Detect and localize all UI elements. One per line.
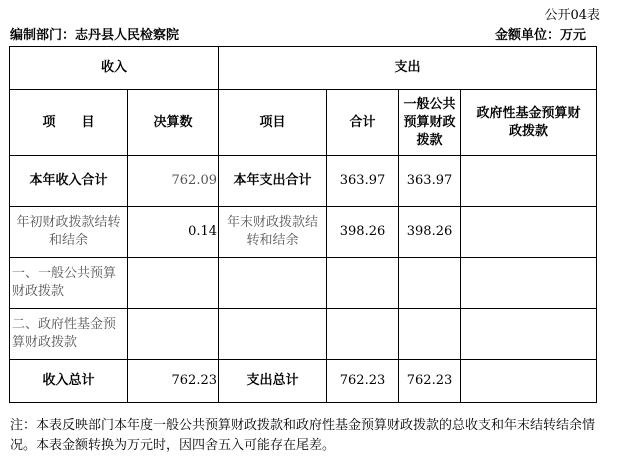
income-item: 一、一般公共预算财政拨款 xyxy=(10,258,128,309)
income-item: 收入总计 xyxy=(10,360,128,403)
unit-label: 金额单位：万元 xyxy=(494,28,586,43)
form-number: 公开04表 xyxy=(544,8,600,23)
table-header-row xyxy=(10,47,597,90)
total-value: 762.23 xyxy=(327,360,399,403)
total-value xyxy=(327,309,399,360)
general-value: 762.23 xyxy=(399,360,461,403)
income-value: 762.23 xyxy=(128,360,219,403)
income-value: 762.09 xyxy=(128,156,219,207)
expense-item: 本年支出合计 xyxy=(219,156,327,207)
income-value xyxy=(128,258,219,309)
total-value: 398.26 xyxy=(327,207,399,258)
fund-value xyxy=(461,360,597,403)
income-value xyxy=(128,309,219,360)
income-header: 收入 xyxy=(10,47,219,90)
general-value xyxy=(399,258,461,309)
financial-report-table xyxy=(9,46,597,403)
table-row xyxy=(10,309,597,360)
expense-item xyxy=(219,258,327,309)
income-item: 本年收入合计 xyxy=(10,156,128,207)
fund-value xyxy=(461,156,597,207)
department-label: 编制部门：志丹县人民检察院 xyxy=(10,28,180,43)
table-row xyxy=(10,207,597,258)
income-item: 二、政府性基金预算财政拨款 xyxy=(10,309,128,360)
table-row xyxy=(10,258,597,309)
income-value: 0.14 xyxy=(128,207,219,258)
table-subheader-row xyxy=(10,90,597,156)
col-item: 项 目 xyxy=(10,90,128,156)
col-total: 合计 xyxy=(327,90,399,156)
expense-item: 支出总计 xyxy=(219,360,327,403)
col-general: 一般公共预算财政拨款 xyxy=(399,90,461,156)
table-row xyxy=(10,156,597,207)
expense-item xyxy=(219,309,327,360)
footnote: 注：本表反映部门本年度一般公共预算财政拨款和政府性基金预算财政拨款的总收支和年末结转结余情况。本表金额转换为万元时，因四舍五入可能存在尾差。 xyxy=(10,418,596,453)
general-value: 363.97 xyxy=(399,156,461,207)
general-value xyxy=(399,309,461,360)
col-exp-item: 项目 xyxy=(219,90,327,156)
expense-item: 年末财政拨款结转和结余 xyxy=(219,207,327,258)
table-row xyxy=(10,360,597,403)
expense-header: 支出 xyxy=(219,47,597,90)
total-value xyxy=(327,258,399,309)
fund-value xyxy=(461,309,597,360)
col-fund: 政府性基金预算财政拨款 xyxy=(461,90,597,156)
header-info-row xyxy=(10,24,586,44)
total-value: 363.97 xyxy=(327,156,399,207)
income-item: 年初财政拨款结转和结余 xyxy=(10,207,128,258)
general-value: 398.26 xyxy=(399,207,461,258)
fund-value xyxy=(461,207,597,258)
col-budget: 决算数 xyxy=(128,90,219,156)
fund-value xyxy=(461,258,597,309)
